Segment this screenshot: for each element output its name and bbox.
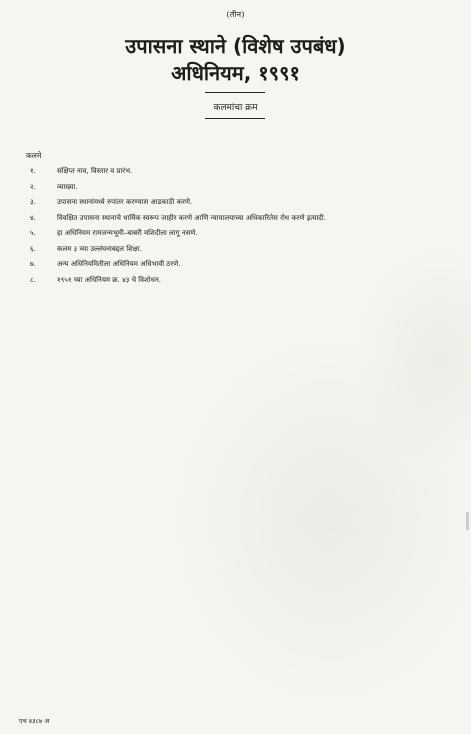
sections-list xyxy=(0,167,471,291)
section-number: ६. xyxy=(30,244,36,253)
page-number: (तीन) xyxy=(226,10,245,19)
section-number: २. xyxy=(30,182,36,191)
section-title: व्याख्या. xyxy=(57,182,78,191)
section-title: अन्य अधिनियमितीला अधिनियम अधिभावी ठरणे. xyxy=(57,260,181,268)
section-number: ४. xyxy=(30,213,36,222)
scan-edge-mark xyxy=(466,512,469,530)
section-title: विवक्षित उपासना स्थानाचे धार्मिक स्वरूप जाहीर करणे आणि न्यायालयाच्या अधिकारितेस रोध करणे इत्यादी. xyxy=(57,213,326,222)
list-item xyxy=(0,229,471,245)
section-number: ३. xyxy=(30,198,36,206)
section-number: १. xyxy=(30,167,36,175)
list-item xyxy=(0,167,471,183)
sections-label: कलमे xyxy=(26,151,42,160)
list-item xyxy=(0,276,471,292)
section-title: हा अधिनियम रामजन्मभूमी–बाबरी मशिदीला लागू नसणे. xyxy=(57,229,198,237)
section-title: संक्षिप्त नाव, विस्तार व प्रारंभ. xyxy=(57,167,133,175)
list-item xyxy=(0,183,471,199)
list-item xyxy=(0,245,471,261)
list-item xyxy=(0,214,471,230)
section-title: १९५१ च्या अधिनियम क्र. ४३ चे विशोधन. xyxy=(57,275,161,284)
section-number: ५. xyxy=(30,229,36,237)
print-code: एच ४३८७ अ xyxy=(19,717,50,725)
title-line-2: अधिनियम, १९९१ xyxy=(171,61,300,85)
section-number: ७. xyxy=(30,260,36,268)
list-item xyxy=(0,260,471,276)
section-title: उपासना स्थानांमध्ये रुपांतर करण्यास आडकाठी करणे. xyxy=(57,198,193,206)
document-title xyxy=(0,33,471,87)
list-item xyxy=(0,198,471,214)
contents-heading: कलमांचा क्रम xyxy=(213,103,258,113)
title-line-1: उपासना स्थाने (विशेष उपबंध) xyxy=(125,34,346,58)
divider-top xyxy=(205,92,265,93)
section-title: कलम ३ च्या उल्लंघनाबद्दल शिक्षा. xyxy=(57,244,142,253)
section-number: ८. xyxy=(30,275,36,284)
divider-bottom xyxy=(205,118,265,119)
